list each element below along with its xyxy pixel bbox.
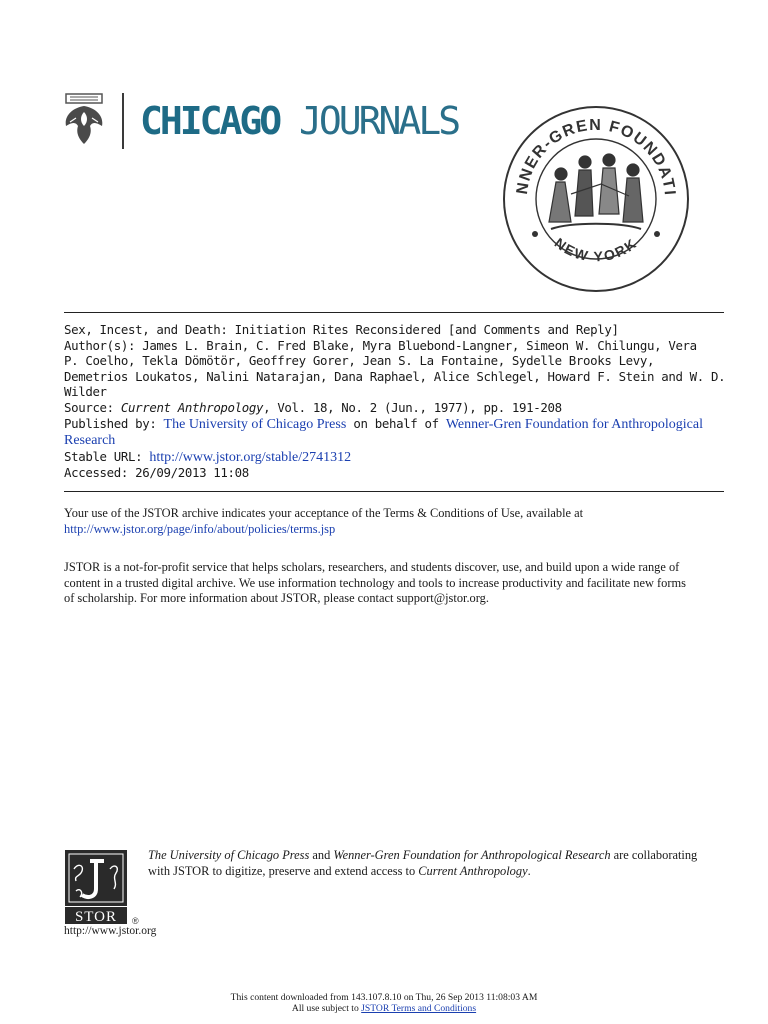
top-divider (64, 312, 724, 313)
jstor-logo (64, 849, 146, 927)
article-title: Sex, Incest, and Death: Initiation Rites Reconsidered [and Comments and Reply] (64, 322, 619, 337)
terms-link[interactable]: http://www.jstor.org/page/info/about/policies/terms.jsp (64, 521, 336, 536)
footer-line-1: This content downloaded from 143.107.8.10 on Thu, 26 Sep 2013 11:08:03 AM (230, 992, 538, 1003)
published-label: Published by: (64, 415, 164, 431)
brand-rest-text: JOURNALS (299, 99, 459, 143)
foundation-link-continued-line (64, 432, 729, 449)
wenner-gren-seal (501, 104, 691, 294)
terms-text: Your use of the JSTOR archive indicates your acceptance of the Terms & Conditions of Use, available at (64, 506, 584, 520)
jstor-about (64, 560, 724, 607)
source-journal: Current Anthropology (120, 399, 264, 415)
about-line-3: of scholarship. For more information about JSTOR, please contact support@jstor.org. (64, 591, 489, 605)
source-details: , Vol. 18, No. 2 (Jun., 1977), pp. 191-208 (263, 399, 562, 415)
brand-bold-text: CHICAGO (140, 99, 280, 143)
foundation-link-continued[interactable]: Research (64, 433, 116, 449)
stable-url-label: Stable URL: (64, 448, 150, 464)
seal-bottom-text: NEW YORK (551, 234, 641, 265)
collab-foundation: Wenner-Gren Foundation for Anthropological Research (333, 848, 611, 862)
authors-line-3: Demetrios Loukatos, Nalini Natarajan, Dana Raphael, Alice Schlegel, Howard F. Stein and W. D. (64, 368, 726, 384)
about-line-1: JSTOR is a not-for-profit service that helps scholars, researchers, and students discover, use, and build upon a wide range of (64, 560, 680, 574)
collab-line2: with JSTOR to digitize, preserve and extend access to (148, 863, 419, 878)
published-line (64, 416, 729, 433)
jstor-url[interactable]: http://www.jstor.org (64, 925, 157, 937)
middle-divider (64, 491, 724, 492)
source-label: Source: (64, 399, 121, 415)
accessed-date: Accessed: 26/09/2013 11:08 (64, 465, 249, 481)
source-line (64, 400, 729, 416)
footer-prefix: All use subject to (291, 1003, 362, 1014)
publisher-link[interactable]: The University of Chicago Press (163, 416, 347, 432)
terms-notice (64, 506, 724, 537)
collab-rest: are collaborating (610, 848, 698, 862)
stable-url-link[interactable]: http://www.jstor.org/stable/2741312 (149, 449, 352, 465)
collab-end: . (527, 863, 531, 878)
logo-divider (122, 93, 124, 149)
seal-figures-icon (549, 154, 643, 229)
authors-line-2: P. Coelho, Tekla Dömötör, Geoffrey Gorer, Jean S. La Fontaine, Sydelle Brooks Levy, (64, 353, 655, 369)
seal-top-text: NNER-GREN FOUNDATI (513, 116, 678, 198)
chicago-phoenix-icon (62, 92, 106, 146)
terms-conditions-link[interactable]: JSTOR Terms and Conditions (361, 1003, 477, 1014)
svg-text:®: ® (132, 916, 139, 926)
foundation-link[interactable]: Wenner-Gren Foundation for Anthropological (445, 416, 703, 432)
collab-journal: Current Anthropology (418, 863, 528, 878)
about-line-2: content in a trusted digital archive. We use information technology and tools to increase productivity and facilitate new forms (64, 575, 686, 590)
collab-and: and (309, 848, 334, 862)
svg-text:NEW YORK (552, 235, 641, 265)
jstor-logo-text: STOR (74, 909, 118, 925)
behalf-text: on behalf of (346, 415, 446, 431)
chicago-journals-logo (140, 98, 458, 144)
authors-line-1: Author(s): James L. Brain, C. Fred Blake, Myra Bluebond-Langner, Simeon W. Chilungu, Vera (64, 337, 697, 353)
collaboration-note (148, 848, 733, 879)
download-footer (0, 992, 768, 1014)
authors-line-4: Wilder (64, 384, 107, 400)
stable-url-line (64, 449, 729, 466)
article-metadata (64, 322, 729, 481)
collab-press: The University of Chicago Press (148, 848, 310, 862)
